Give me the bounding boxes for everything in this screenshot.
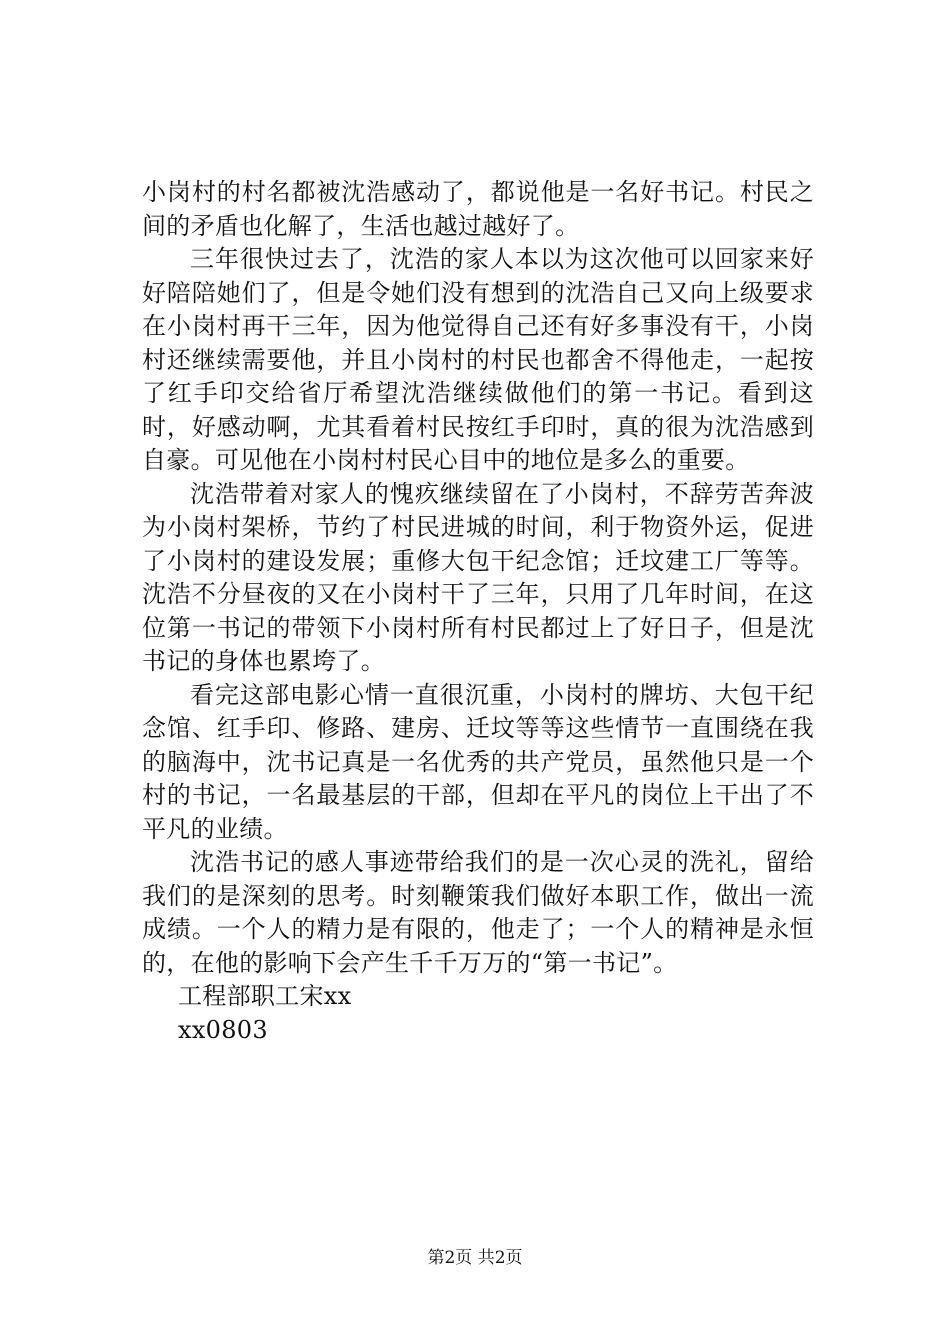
signature-date: xx0803	[178, 1015, 268, 1044]
signature: 工程部职工宋xx	[178, 982, 352, 1010]
page-number-footer: 第2页 共2页	[427, 1248, 523, 1268]
paragraph: 看完这部电影心情一直很沉重，小岗村的牌坊、大包干纪念馆、红手印、修路、建房、迁坟等等这些情节一直围绕在我的脑海中，沈书记真是一名优秀的共产党员，虽然他只是一个村的书记，一名最基层的干部，但却在平凡的岗位上干出了不平凡的业绩。	[142, 680, 814, 843]
paragraph: 三年很快过去了，沈浩的家人本以为这次他可以回家来好好陪陪她们了，但是令她们没有想到的沈浩自己又向上级要求在小岗村再干三年，因为他觉得自己还有好多事没有干，小岗村还继续需要他，并且小岗村的村民也都舍不得他走，一起按了红手印交给省厅希望沈浩继续做他们的第一书记。看到这时，好感动啊，尤其看着村民按红手印时，真的很为沈浩感到自豪。可见他在小岗村村民心目中的地位是多么的重要。	[142, 245, 814, 474]
document-body	[142, 176, 814, 1047]
paragraph: 沈浩带着对家人的愧疚继续留在了小岗村，不辞劳苦奔波为小岗村架桥，节约了村民进城的时间，利于物资外运，促进了小岗村的建设发展；重修大包干纪念馆；迁坟建工厂等等。沈浩不分昼夜的又在小岗村干了三年，只用了几年时间，在这位第一书记的带领下小岗村所有村民都过上了好日子，但是沈书记的身体也累垮了。	[142, 479, 814, 675]
paragraph-continued: 小岗村的村名都被沈浩感动了，都说他是一名好书记。村民之间的矛盾也化解了，生活也越过越好了。	[142, 178, 814, 240]
paragraph: 沈浩书记的感人事迹带给我们的是一次心灵的洗礼，留给我们的是深刻的思考。时刻鞭策我们做好本职工作，做出一流成绩。一个人的精力是有限的，他走了；一个人的精神是永恒的，在他的影响下会产生千千万万的“第一书记”。	[142, 848, 814, 977]
